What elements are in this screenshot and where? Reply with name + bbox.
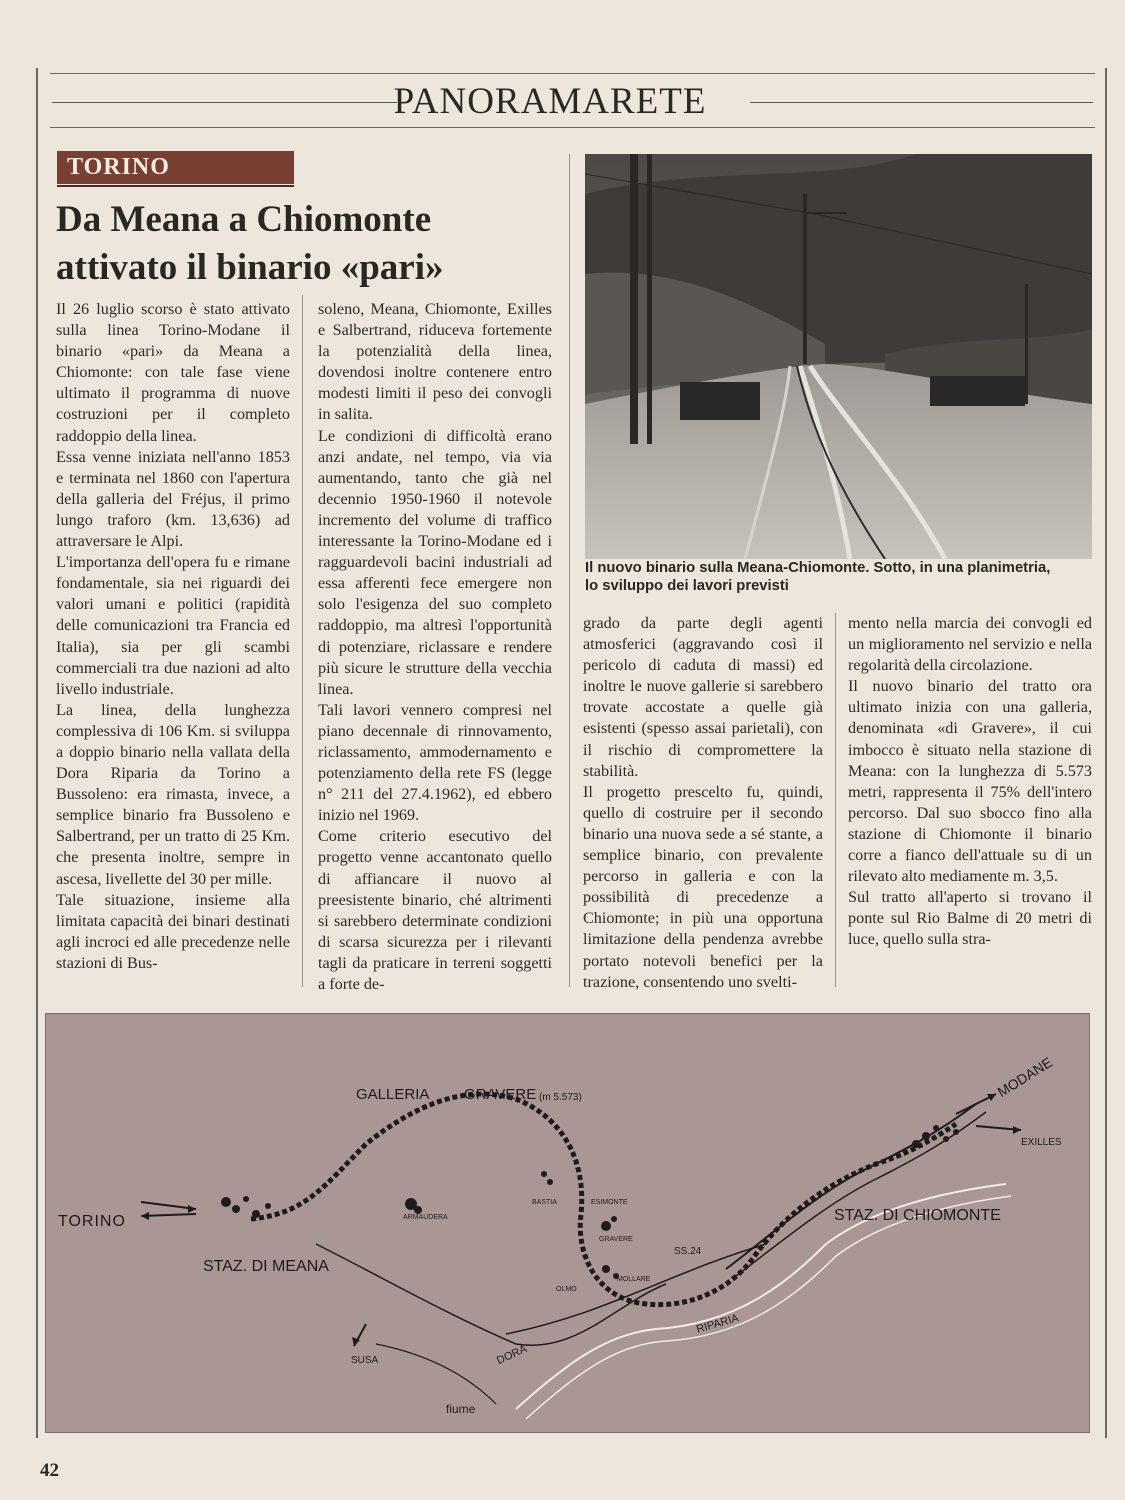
road-line [376, 1344, 496, 1404]
paragraph: Come criterio esecutivo del progetto venne accantonato quello di affiancare il nuovo al preesistente binario, ché altrimenti si sarebbero determinate condizioni di scarsa sicurezza per i rilevanti tagli da praticare in terreni soggetti a forte de- [318, 827, 552, 993]
paragraph: grado da parte degli agenti atmosferici (aggravando così il pericolo di caduta di massi) ed inoltre le nuove gallerie si sarebbero trovate accostate a quelle già esistenti (spesso assai parietali), con il rischio di compromettere la stabilità. [583, 614, 823, 780]
map-label-esimonte: ESIMONTE [591, 1199, 628, 1206]
headline-line-1: Da Meana a Chiomonte [56, 199, 432, 240]
map-label-galleria: GALLERIA [356, 1086, 430, 1103]
masthead-title: PANORAMARETE [393, 81, 707, 122]
photo-caption [585, 559, 1095, 595]
torino-arrow [141, 1202, 196, 1209]
article-column-4 [848, 613, 1092, 951]
headline [56, 196, 476, 292]
paragraph: Tali lavori vennero compresi nel piano decennale di rinnovamento, riclassamento, ammodernamento e potenziamento della rete FS (legge n° 211 del 27.4.1962), ed ebbero inizio nel 1969. [318, 700, 552, 825]
map-label-gravere: GRAVERE [464, 1086, 537, 1103]
article-column-2 [318, 299, 552, 995]
map-label-gravere-length: (m 5.573) [539, 1092, 582, 1103]
photo-caption-line-2: lo sviluppo dei lavori previsti [585, 578, 789, 594]
paragraph: Sul tratto all'aperto si trovano il ponte sul Rio Balme di 20 metri di luce, quello sulla stra- [848, 888, 1092, 949]
column-separator [302, 295, 303, 987]
column-separator [835, 613, 836, 987]
masthead-left-rule [52, 102, 397, 103]
column-separator [569, 154, 570, 987]
map-label-mollare: MOLLARE [617, 1276, 651, 1283]
headline-line-2: attivato il binario «pari» [56, 247, 444, 288]
map-label-staz-meana: STAZ. DI MEANA [203, 1258, 329, 1275]
torino-arrow-2 [141, 1214, 196, 1216]
map-label-staz-chiomonte: STAZ. DI CHIOMONTE [834, 1207, 1001, 1224]
article-column-1 [56, 299, 290, 974]
map-label-armaudera: ARMAUDERA [403, 1214, 448, 1221]
article-column-3 [583, 613, 823, 993]
paragraph: Il nuovo binario del tratto ora ultimato inizia con una galleria, denominata «di Gravere», il cui imbocco è situato nella stazione di Meana: con la lunghezza di 5.573 metri, rappresenta il 75% dell'intero percorso. Dal suo sbocco fino alla stazione di Chiomonte il binario corre a fianco dell'attuale su di un rilevato alto mediamente m. 3,5. [848, 677, 1092, 886]
map-label-olmo: OLMO [556, 1286, 577, 1293]
railway-plan-map [45, 1013, 1090, 1433]
masthead-right-rule [750, 102, 1093, 103]
map-label-exilles: EXILLES [1021, 1137, 1062, 1148]
map-label-fiume: fiume [446, 1402, 476, 1416]
railway-photo [585, 154, 1092, 559]
paragraph: Il 26 luglio scorso è stato attivato sulla linea Torino-Modane il binario «pari» da Meana a Chiomonte: con tale fase viene ultimato il programma di nuove costruzioni per il completo raddoppio della linea. [56, 300, 290, 445]
paragraph: Tale situazione, insieme alla limitata capacità dei binari destinati agli incroci ed alle precedenze nelle stazioni di Bus- [56, 890, 290, 972]
map-label-bastia: BASTIA [532, 1199, 557, 1206]
town-markers [221, 1125, 959, 1279]
map-label-riparia: RIPARIA [695, 1312, 741, 1336]
page-number: 42 [40, 1460, 59, 1481]
paragraph: L'importanza dell'opera fu e rimane fondamentale, sia nei riguardi dei valori umani e politici (rapidità delle comunicazioni tra Francia ed Italia), sia per gli scambi commerciali tra due nazioni ad alto livello industriale. [56, 553, 290, 698]
paragraph: Le condizioni di difficoltà erano anzi andate, nel tempo, via via aumentando, tanto che già nel decennio 1950-1960 il notevole incremento del volume di traffico interessante la Torino-Modane ed i ragguardevoli bacini industriali ad essa afferenti fece emergere non solo l'esigenza del suo completo raddoppio, ma altresì l'opportunità di potenziare, riclassare e rendere più sicure le strutture della vecchia linea. [318, 426, 552, 698]
header-bottom-rule [50, 127, 1095, 128]
map-label-torino: TORINO [58, 1213, 126, 1230]
photo-caption-line-1: Il nuovo binario sulla Meana-Chiomonte. Sotto, in una planimetria, [585, 560, 1051, 576]
railway-photo-illustration [585, 154, 1092, 559]
paragraph: soleno, Meana, Chiomonte, Exilles e Salbertrand, riduceva fortemente la potenzialità della linea, dovendosi inoltre contenere entro modesti limiti il peso dei convogli in salita. [318, 300, 552, 424]
paragraph: Il progetto prescelto fu, quindi, quello di costruire per il secondo binario una nuova sede a sé stante, a semplice binario, con prevalente percorso in galleria e con la possibilità di precedenze a Chiomonte; in più una opportuna limitazione della pendenza avrebbe portato notevoli benefici per la trazione, consentendo uno svelti- [583, 782, 823, 991]
paragraph: mento nella marcia dei convogli ed un miglioramento nel servizio e nella regolarità della circolazione. [848, 614, 1092, 675]
map-label-modane: MODANE [994, 1053, 1056, 1101]
map-label-susa: SUSA [351, 1355, 379, 1366]
paragraph: La linea, della lunghezza complessiva di 106 Km. si sviluppa a doppio binario nella vallata della Dora Riparia da Torino a Bussoleno: era rimasta, invece, a semplice binario fra Bussoleno e Salbertrand, per un tratto di 25 Km. che presenta inoltre, sempre in ascesa, livellette del 30 per mille. [56, 700, 290, 888]
frame-left-line [36, 68, 38, 1438]
map-label-gravere-town: GRAVERE [599, 1236, 633, 1243]
masthead [0, 78, 1125, 122]
map-label-ss24: SS.24 [674, 1246, 702, 1257]
section-tag: TORINO [57, 151, 294, 184]
map-label-dora: DORA [494, 1343, 529, 1367]
frame-right-line [1105, 68, 1107, 1438]
header-top-rule [50, 73, 1095, 74]
paragraph: Essa venne iniziata nell'anno 1853 e terminata nel 1860 con l'apertura della galleria del Fréjus, il primo lungo traforo (km. 13,636) ad attraversare le Alpi. [56, 447, 290, 551]
